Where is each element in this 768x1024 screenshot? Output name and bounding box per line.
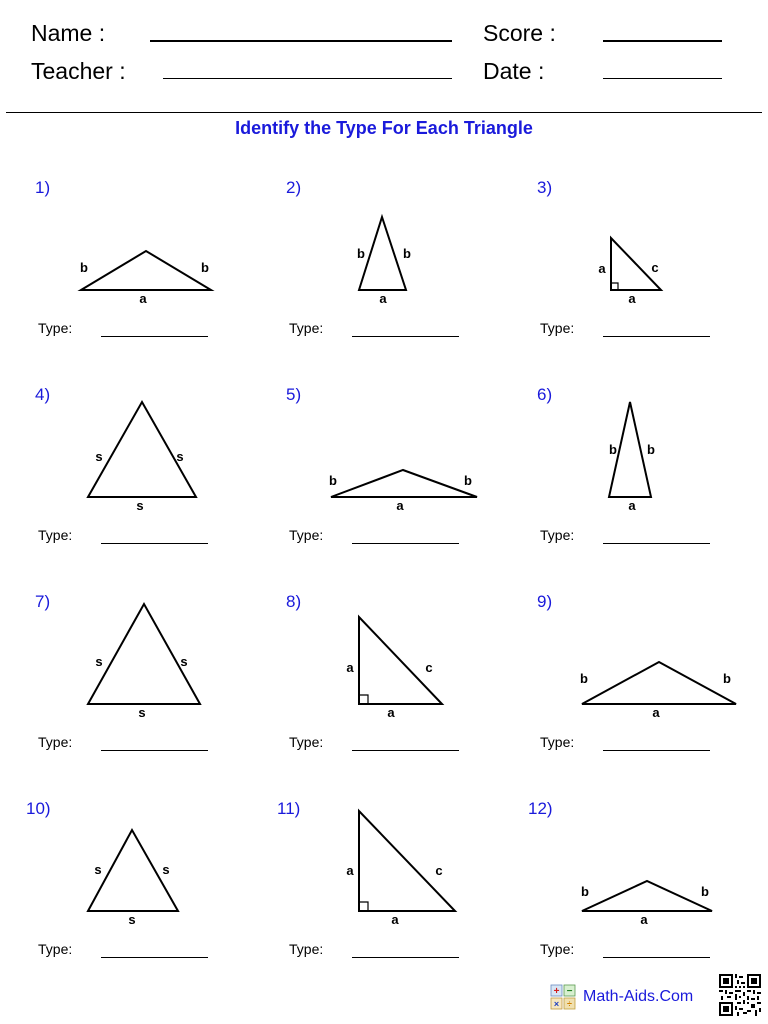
- triangle-figure: [510, 604, 761, 739]
- problem-8: [259, 592, 510, 799]
- triangle-figure: [259, 604, 510, 739]
- triangle-figure: [8, 604, 259, 739]
- problem-10: [8, 799, 259, 1006]
- type-answer-line[interactable]: [101, 957, 208, 958]
- problem-number: 1): [35, 178, 51, 197]
- side-label-left: s: [95, 654, 103, 669]
- problem-number: 8): [286, 592, 302, 611]
- problem-number: 9): [537, 592, 553, 611]
- svg-text:−: −: [566, 986, 573, 997]
- score-label: Score :: [483, 20, 556, 46]
- side-label-right: b: [647, 442, 655, 457]
- type-label: Type:: [38, 734, 73, 750]
- problem-5: [259, 385, 510, 592]
- triangle-figure: [8, 811, 259, 946]
- side-label-right: b: [701, 884, 709, 899]
- triangle-outline: [331, 470, 477, 497]
- side-label-left: b: [581, 884, 589, 899]
- side-label-base: a: [387, 705, 395, 720]
- brand-link[interactable]: Math-Aids.Com: [583, 988, 694, 1005]
- triangle-figure: [510, 397, 761, 532]
- side-label-left: b: [329, 473, 337, 488]
- type-answer-line[interactable]: [603, 750, 710, 751]
- type-answer-line[interactable]: [101, 750, 208, 751]
- side-label-base: s: [138, 705, 146, 720]
- triangle-outline: [582, 662, 736, 704]
- triangle-outline: [359, 217, 406, 290]
- side-label-base: a: [139, 291, 147, 306]
- side-label-right: s: [176, 449, 184, 464]
- problem-number: 5): [286, 385, 302, 404]
- problem-11: [259, 799, 510, 1006]
- problem-4: [8, 385, 259, 592]
- side-label-right: s: [162, 862, 170, 877]
- side-label-base: a: [640, 912, 648, 927]
- type-answer-line[interactable]: [101, 336, 208, 337]
- type-answer-line[interactable]: [352, 957, 459, 958]
- triangle-outline: [81, 251, 211, 290]
- type-label: Type:: [540, 320, 575, 336]
- date-line[interactable]: [603, 78, 722, 79]
- triangle-outline: [582, 881, 712, 911]
- side-label-hyp: c: [435, 863, 443, 878]
- problem-3: [510, 178, 761, 385]
- side-label-base: a: [391, 912, 399, 927]
- type-label: Type:: [289, 527, 324, 543]
- triangle-outline: [359, 811, 455, 911]
- side-label-base: s: [136, 498, 144, 513]
- type-answer-line[interactable]: [603, 336, 710, 337]
- right-angle-mark: [359, 902, 368, 911]
- type-answer-line[interactable]: [603, 543, 710, 544]
- calculator-icon: [550, 984, 576, 1010]
- side-label-base: a: [628, 498, 636, 513]
- triangle-figure: [259, 811, 510, 946]
- side-label-right: b: [723, 671, 731, 686]
- side-label-left: s: [94, 862, 102, 877]
- teacher-line[interactable]: [163, 78, 452, 79]
- type-answer-line[interactable]: [352, 750, 459, 751]
- worksheet-title: Identify the Type For Each Triangle: [235, 118, 533, 138]
- qr-code-icon: [719, 974, 761, 1016]
- type-label: Type:: [540, 527, 575, 543]
- triangle-figure: [510, 190, 761, 325]
- right-angle-mark: [359, 695, 368, 704]
- side-label-left: b: [357, 246, 365, 261]
- type-label: Type:: [38, 320, 73, 336]
- type-label: Type:: [289, 941, 324, 957]
- triangle-figure: [259, 190, 510, 325]
- header-divider: [6, 112, 762, 113]
- type-answer-line[interactable]: [352, 336, 459, 337]
- score-line[interactable]: [603, 40, 722, 42]
- side-label-hyp: c: [425, 660, 433, 675]
- svg-text:×: ×: [553, 999, 560, 1009]
- problem-number: 10): [26, 799, 51, 818]
- triangle-figure: [510, 811, 761, 946]
- side-label-right: s: [180, 654, 188, 669]
- side-label-left: b: [80, 260, 88, 275]
- problem-number: 6): [537, 385, 553, 404]
- type-answer-line[interactable]: [603, 957, 710, 958]
- teacher-label: Teacher :: [31, 58, 126, 84]
- side-label-hyp: c: [651, 260, 659, 275]
- type-label: Type:: [540, 734, 575, 750]
- type-label: Type:: [38, 527, 73, 543]
- side-label-base: a: [628, 291, 636, 306]
- side-label-left: b: [609, 442, 617, 457]
- name-label: Name :: [31, 20, 106, 46]
- side-label-right: b: [201, 260, 209, 275]
- type-label: Type:: [38, 941, 73, 957]
- type-answer-line[interactable]: [101, 543, 208, 544]
- side-label-left: b: [580, 671, 588, 686]
- svg-text:+: +: [553, 986, 560, 997]
- svg-text:÷: ÷: [567, 999, 572, 1009]
- problem-6: [510, 385, 761, 592]
- type-label: Type:: [289, 320, 324, 336]
- name-line[interactable]: [150, 40, 452, 42]
- side-label-base: a: [396, 498, 404, 513]
- side-label-right: b: [464, 473, 472, 488]
- date-label: Date :: [483, 58, 545, 84]
- side-label-left: s: [95, 449, 103, 464]
- triangle-figure: [8, 397, 259, 532]
- side-label-base: s: [128, 912, 136, 927]
- problem-7: [8, 592, 259, 799]
- type-label: Type:: [540, 941, 575, 957]
- problem-number: 4): [35, 385, 51, 404]
- side-label-leg: a: [346, 660, 354, 675]
- side-label-leg: a: [346, 863, 354, 878]
- triangle-figure: [8, 190, 259, 325]
- problem-number: 11): [277, 799, 301, 818]
- problem-9: [510, 592, 761, 799]
- type-answer-line[interactable]: [352, 543, 459, 544]
- problem-number: 3): [537, 178, 553, 197]
- problem-number: 12): [528, 799, 553, 818]
- problem-1: [8, 178, 259, 385]
- side-label-leg: a: [598, 261, 606, 276]
- triangle-figure: [259, 397, 510, 532]
- problem-2: [259, 178, 510, 385]
- side-label-base: a: [379, 291, 387, 306]
- type-label: Type:: [289, 734, 324, 750]
- side-label-right: b: [403, 246, 411, 261]
- problem-number: 7): [35, 592, 51, 611]
- right-angle-mark: [611, 283, 618, 290]
- side-label-base: a: [652, 705, 660, 720]
- problem-number: 2): [286, 178, 302, 197]
